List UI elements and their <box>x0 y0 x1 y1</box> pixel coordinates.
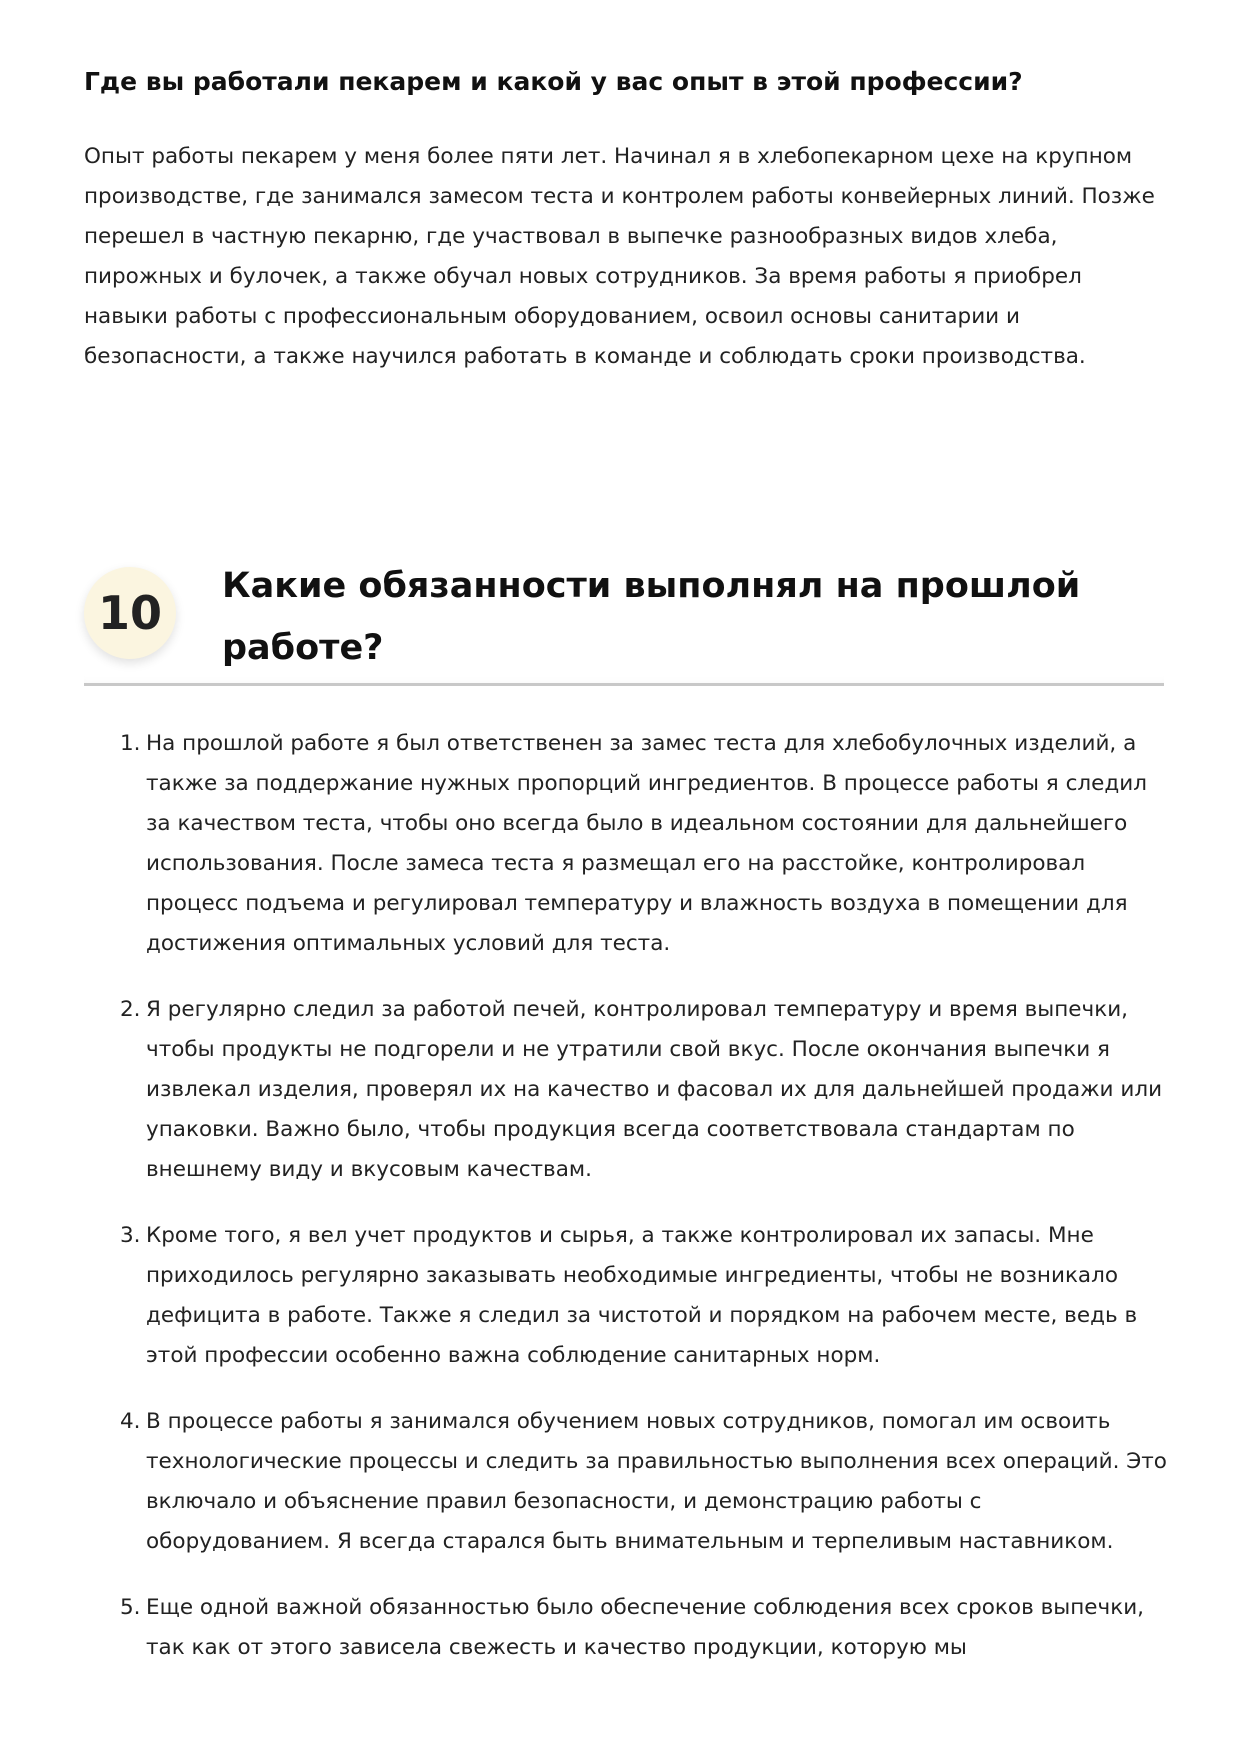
list-item-text: Еще одной важной обязанностью было обеспечение соблюдения всех сроков выпечки, так как от этого зависела свежесть и качество продукции, которую мы <box>146 1595 1145 1660</box>
list-item-number: 2. <box>120 997 141 1022</box>
section-header <box>84 555 1164 686</box>
list-item <box>84 1216 1169 1376</box>
list-item-text: В процессе работы я занимался обучением новых сотрудников, помогал им освоить технологические процессы и следить за правильностью выполнения всех операций. Это включало и объяснение правил безопасности, и демонстрацию работы с оборудованием. Я всегда старался быть внимательным и терпеливым наставником. <box>146 1409 1167 1554</box>
list-item <box>84 1402 1169 1562</box>
duties-list <box>84 724 1169 1694</box>
list-item-text: Я регулярно следил за работой печей, контролировал температуру и время выпечки, чтобы продукты не подгорели и не утратили свой вкус. После окончания выпечки я извлекал изделия, проверял их на качество и фасовал их для дальнейшей продажи или упаковки. Важно было, чтобы продукция всегда соответствовала стандартам по внешнему виду и вкусовым качествам. <box>146 997 1163 1182</box>
section-title: Какие обязанности выполнял на прошлой работе? <box>222 566 1081 668</box>
list-item-number: 1. <box>120 731 141 756</box>
list-item <box>84 724 1169 964</box>
list-item <box>84 990 1169 1190</box>
list-item-text: Кроме того, я вел учет продуктов и сырья, а также контролировал их запасы. Мне приходилось регулярно заказывать необходимые ингредиенты, чтобы не возникало дефицита в работе. Также я следил за чистотой и порядком на рабочем месте, ведь в этой профессии особенно важна соблюдение санитарных норм. <box>146 1223 1138 1368</box>
list-item-number: 4. <box>120 1409 141 1434</box>
list-item-number: 3. <box>120 1223 141 1248</box>
list-item-number: 5. <box>120 1595 141 1620</box>
section-number-badge: 10 <box>84 567 176 659</box>
list-item <box>84 1588 1169 1668</box>
question-heading: Где вы работали пекарем и какой у вас опыт в этой профессии? <box>84 67 1023 96</box>
question-answer: Опыт работы пекарем у меня более пяти лет. Начинал я в хлебопекарном цехе на крупном производстве, где занимался замесом теста и контролем работы конвейерных линий. Позже перешел в частную пекарню, где участвовал в выпечке разнообразных видов хлеба, пирожных и булочек, а также обучал новых сотрудников. За время работы я приобрел навыки работы с профессиональным оборудованием, освоил основы санитарии и безопасности, а также научился работать в команде и соблюдать сроки производства. <box>84 144 1155 369</box>
list-item-text: На прошлой работе я был ответственен за замес теста для хлебобулочных изделий, а также за поддержание нужных пропорций ингредиентов. В процессе работы я следил за качеством теста, чтобы оно всегда было в идеальном состоянии для дальнейшего использования. После замеса теста я размещал его на расстойке, контролировал процесс подъема и регулировал температуру и влажность воздуха в помещении для достижения оптимальных условий для теста. <box>146 731 1147 956</box>
